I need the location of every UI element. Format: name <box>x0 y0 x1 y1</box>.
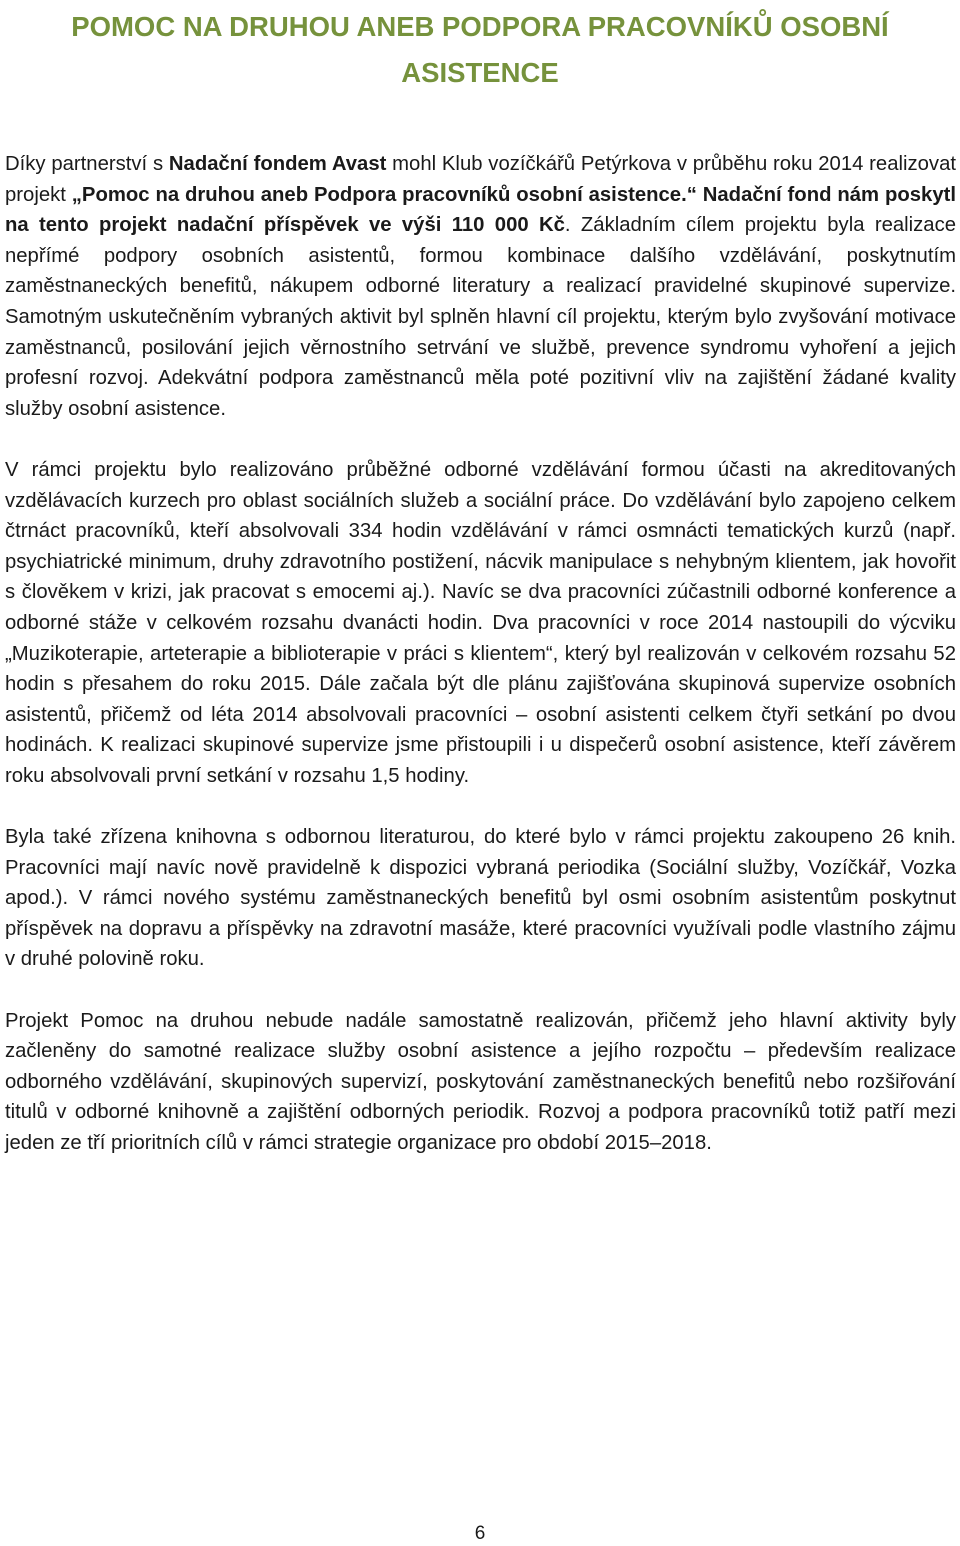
paragraph-education <box>5 455 956 792</box>
text-run: . Základním cílem projektu byla realizace nepřímé podpory osobních asistentů, formou kombinace dalšího vzdělávání, poskytnutím zaměstnaneckých benefitů, nákupem odborné literatury a realizací pravidelné skupinové supervize. Samotným uskutečněním vybraných aktivit byl splněn hlavní cíl projektu, kterým bylo zvyšování motivace zaměstnanců, posilování jejich věrnostního setrvání ve službě, prevence syndromu vyhoření a jejich profesní rozvoj. Adekvátní podpora zaměstnanců měla poté pozitivní vliv na zajištění žádané kvality služby osobní asistence. <box>5 214 956 420</box>
paragraph-intro <box>5 149 956 424</box>
article-body <box>5 149 956 1159</box>
bold-text-run-project: „Pomoc na druhou aneb Podpora pracovníků osobní asistence.“ Nadační fond nám poskytl na tento projekt nadační příspěvek ve výši 110 000 Kč <box>5 183 956 237</box>
bold-text-run-donor: Nadační fondem Avast <box>168 153 387 175</box>
page-title: POMOC NA DRUHOU ANEB PODPORA PRACOVNÍKŮ OSOBNÍ ASISTENCE <box>71 11 889 88</box>
text-run: Projekt Pomoc na druhou nebude nadále samostatně realizován, přičemž jeho hlavní aktivity byly začleněny do samotné realizace služby osobní asistence a jejího rozpočtu – především realizace odborného vzdělávání, skupinových supervizí, poskytování zaměstnaneckých benefitů nebo rozšiřování titulů v odborné knihovně a zajištění odborných periodik. Rozvoj a podpora pracovníků totiž patří mezi jeden ze tří prioritních cílů v rámci strategie organizace pro období 2015–2018. <box>5 1009 956 1154</box>
text-run: mohl Klub vozíčkářů Petýrkova v průběhu roku 2014 realizovat projekt <box>5 153 956 206</box>
page-number: 6 <box>474 1523 486 1544</box>
text-run: V rámci projektu bylo realizováno průběžné odborné vzdělávání formou účasti na akreditovaných vzdělávacích kurzech pro oblast sociálních služeb a sociální práce. Do vzdělávání bylo zapojeno celkem čtrnáct pracovníků, kteří absolvovali 334 hodin vzdělávání v rámci osmnácti tematických kurzů (např. psychiatrické minimum, druhy zdravotního postižení, nácvik manipulace s nehybným klientem, jak hovořit s člověkem v krizi, jak pracovat s emocemi aj.). Navíc se dva pracovníci zúčastnili odborné konference a odborné stáže v celkovém rozsahu dvanácti hodin. Dva pracovníci v roce 2014 nastoupili do výcviku „Muzikoterapie, arteterapie a biblioterapie v práci s klientem“, který byl realizován v celkovém rozsahu 52 hodin s přesahem do roku 2015. Dále začala být dle plánu zajišťována skupinová supervize osobních asistentů, přičemž od léta 2014 absolvovali pracovníci – osobní asistenti celkem čtyři setkání po dvou hodinách. K realizaci skupinové supervize jsme přistoupili i u dispečerů osobní asistence, kteří závěrem roku absolvovali první setkání v rozsahu 1,5 hodiny. <box>5 458 956 787</box>
paragraph-library <box>5 822 956 975</box>
paragraph-conclusion <box>5 1006 956 1159</box>
text-run: Díky partnerství s <box>5 153 169 175</box>
text-run: Byla také zřízena knihovna s odbornou literaturou, do které bylo v rámci projektu zakoupeno 26 knih. Pracovníci mají navíc nově pravidelně k dispozici vybraná periodika (Sociální služby, Vozíčkář, Vozka apod.). V rámci nového systému zaměstnaneckých benefitů byl osmi osobním asistentům poskytnut příspěvek na dopravu a příspěvky na zdravotní masáže, které pracovníci využívali podle vlastního zájmu v druhé polovině roku. <box>5 826 956 971</box>
